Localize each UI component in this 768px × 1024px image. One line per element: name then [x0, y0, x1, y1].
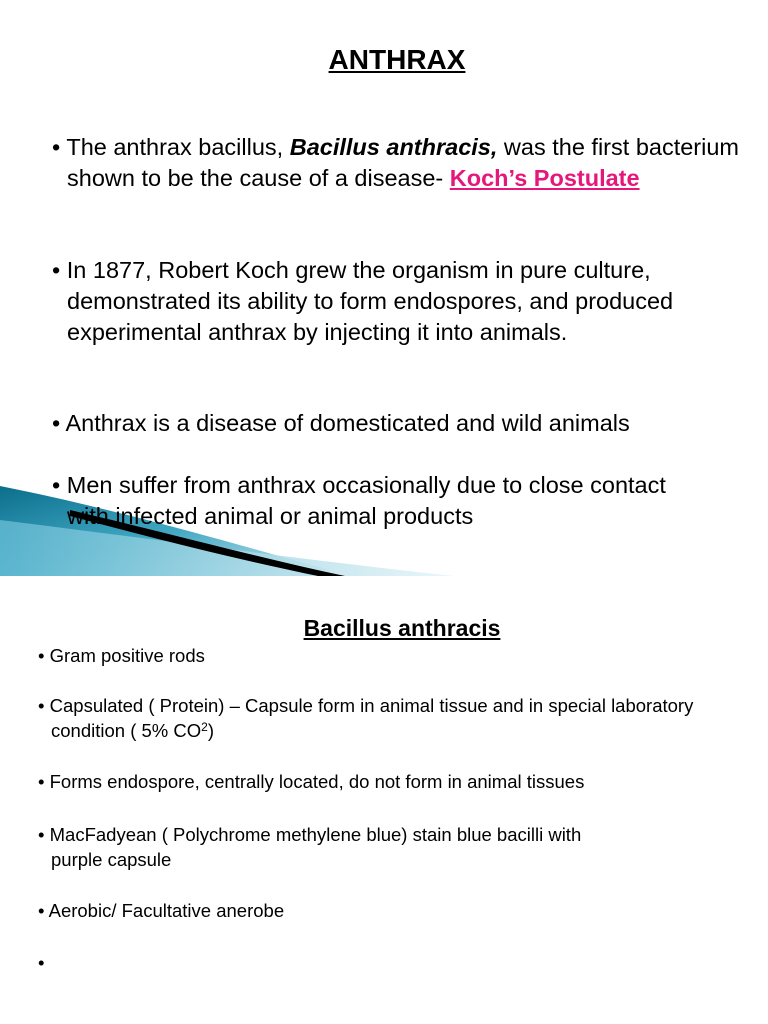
- bullet-marker: •: [38, 952, 45, 973]
- bullet-text: ): [207, 720, 214, 741]
- list-item: [52, 255, 747, 348]
- bullet-marker: •: [38, 645, 45, 666]
- bullet-text: Men suffer from anthrax occasionally due to close contact with infected animal or animal products: [66, 472, 666, 529]
- bullet-text: Gram positive rods: [49, 645, 205, 666]
- bullet-text: Capsulated ( Protein) – Capsule form in animal tissue and in special laboratory condition ( 5% CO: [49, 695, 699, 741]
- list-item: [38, 769, 751, 794]
- kochs-postulate-link[interactable]: Koch’s Postulate: [449, 165, 640, 191]
- slide-2: [0, 576, 768, 1024]
- list-item: [38, 950, 751, 975]
- bullet-text: Anthrax is a disease of domesticated and wild animals: [65, 410, 630, 436]
- bullet-marker: •: [52, 410, 61, 436]
- bullet-text: was the first bacterium shown to be the cause of a disease-: [67, 134, 739, 191]
- list-item: [38, 822, 651, 872]
- list-item: [38, 643, 751, 668]
- list-item: [38, 898, 751, 923]
- list-item: [52, 470, 677, 532]
- bullet-marker: •: [38, 695, 45, 716]
- bullet-marker: •: [52, 472, 61, 498]
- bullet-marker: •: [38, 824, 45, 845]
- list-item: [52, 132, 747, 194]
- slide-title: ANTHRAX: [328, 44, 466, 75]
- bullet-text: Aerobic/ Facultative anerobe: [48, 900, 285, 921]
- bullet-text: In 1877, Robert Koch grew the organism in pure culture, demonstrated its ability to form endospores, and produced experimental anthrax by injecting it into animals.: [66, 257, 674, 345]
- list-item: [52, 408, 747, 439]
- bullet-text: MacFadyean ( Polychrome methylene blue) stain blue bacilli with purple capsule: [49, 824, 607, 870]
- species-name: Bacillus anthracis,: [289, 134, 498, 160]
- bullet-marker: •: [38, 900, 45, 921]
- bullet-text: The anthrax bacillus,: [66, 134, 290, 160]
- slide-title: Bacillus anthracis: [303, 615, 501, 641]
- bullet-marker: •: [52, 257, 61, 283]
- list-item: [38, 693, 721, 743]
- bullet-marker: •: [52, 134, 61, 160]
- subscript-value: 2: [201, 720, 208, 734]
- bullet-text: Forms endospore, centrally located, do not form in animal tissues: [49, 771, 585, 792]
- bullet-marker: •: [38, 771, 45, 792]
